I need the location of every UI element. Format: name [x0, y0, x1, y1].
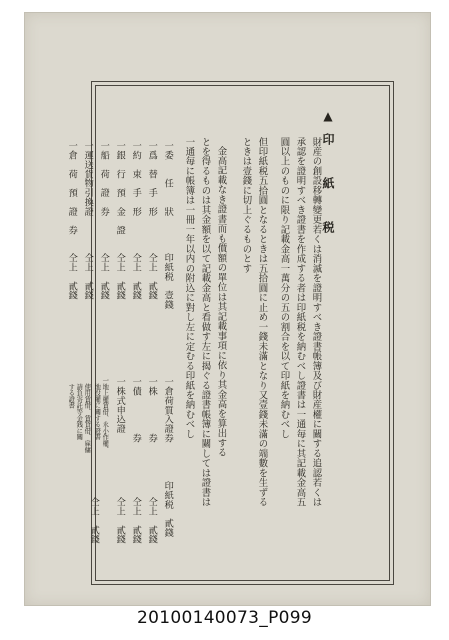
rate-item: 一銀 行 預 金 證 [114, 141, 126, 235]
rate-value: 仝上 貳錢 [146, 497, 158, 544]
paragraph-line: 但印紙税五拾圓となるときは五拾圓に止め一錢未滿となり又壹錢未滿の端數を生ずる [256, 137, 268, 508]
rate-item: 一株 券 [146, 377, 158, 443]
paragraph-line: 一通毎に帳簿は一冊一年以内の附込に對し左に定むる印紙を納むべし [183, 137, 195, 439]
rate-value: 印紙税 壹錢 [162, 253, 174, 310]
rate-item: 一倉荷質入證券 [162, 377, 174, 443]
rate-item: 一爲 替 手 形 [146, 141, 158, 217]
document-page [24, 12, 431, 606]
paragraph-line: 圓以上のものに限り記載金高一萬分の五の割合を以て印紙を納むべし [278, 137, 290, 439]
paragraph-line: 承認を證明すべき證書を作成する者は印紙税を納むべし證書は一通毎に其記載金高五 [294, 137, 306, 508]
rate-item: 一債 券 [130, 377, 142, 443]
rate-item: 一船 荷 證 券 [98, 141, 110, 217]
footnote-line: 使用賃借、賃貸借、雇傭 [83, 377, 91, 453]
rate-item: 一倉 荷 預 證 券 [66, 141, 78, 235]
rate-value: 印紙税 貳錢 [162, 481, 174, 538]
paragraph-line: 金高記載なき證書而も價額の單位は其記載事項に依り其金高を算出する [215, 146, 227, 458]
rate-value: 仝上 貳錢 [114, 253, 126, 300]
rate-value: 仝上 貳錢 [114, 497, 126, 544]
rate-value: 仝上 貳錢 [98, 253, 110, 300]
rate-value: 仝上 貳錢 [82, 253, 94, 300]
rate-item: 一株式申込證 [114, 377, 126, 434]
section-title: ▲印 紙 税 [321, 109, 335, 243]
rate-value: 仝上 貳錢 [146, 253, 158, 300]
paragraph-line: ときは壹錢に切上ぐるものとす [240, 137, 252, 274]
footnote-line: 地役權に關する證書 [93, 377, 101, 440]
rate-item: 一運送貨物引換證 [82, 141, 94, 217]
footnote-line: 請負寄託等金銭に關 [75, 377, 83, 440]
rate-value: 仝上 貳錢 [66, 253, 78, 300]
rate-item: 一委 任 狀 [162, 141, 174, 217]
footnote-line: する證書 [67, 377, 75, 409]
rate-value: 仝上 貳錢 [130, 253, 142, 300]
rate-item: 一約 束 手 形 [130, 141, 142, 217]
image-caption: 20100140073_P099 [137, 608, 312, 628]
paragraph-line: 財産の創設移轉變更若くは消滅を證明すべき證書帳簿及び財産權に關する追認若くは [310, 137, 322, 508]
footnote-rate: 仝上 貳錢 [88, 497, 100, 544]
footnote-line: 一地上權賃借、永小作權、 [101, 377, 109, 453]
paragraph-line: とを得るものは其金額を以て記載金高と看做す左に揭ぐる證書帳簿に關しては證書は [199, 137, 211, 508]
rate-value: 仝上 貳錢 [130, 497, 142, 544]
